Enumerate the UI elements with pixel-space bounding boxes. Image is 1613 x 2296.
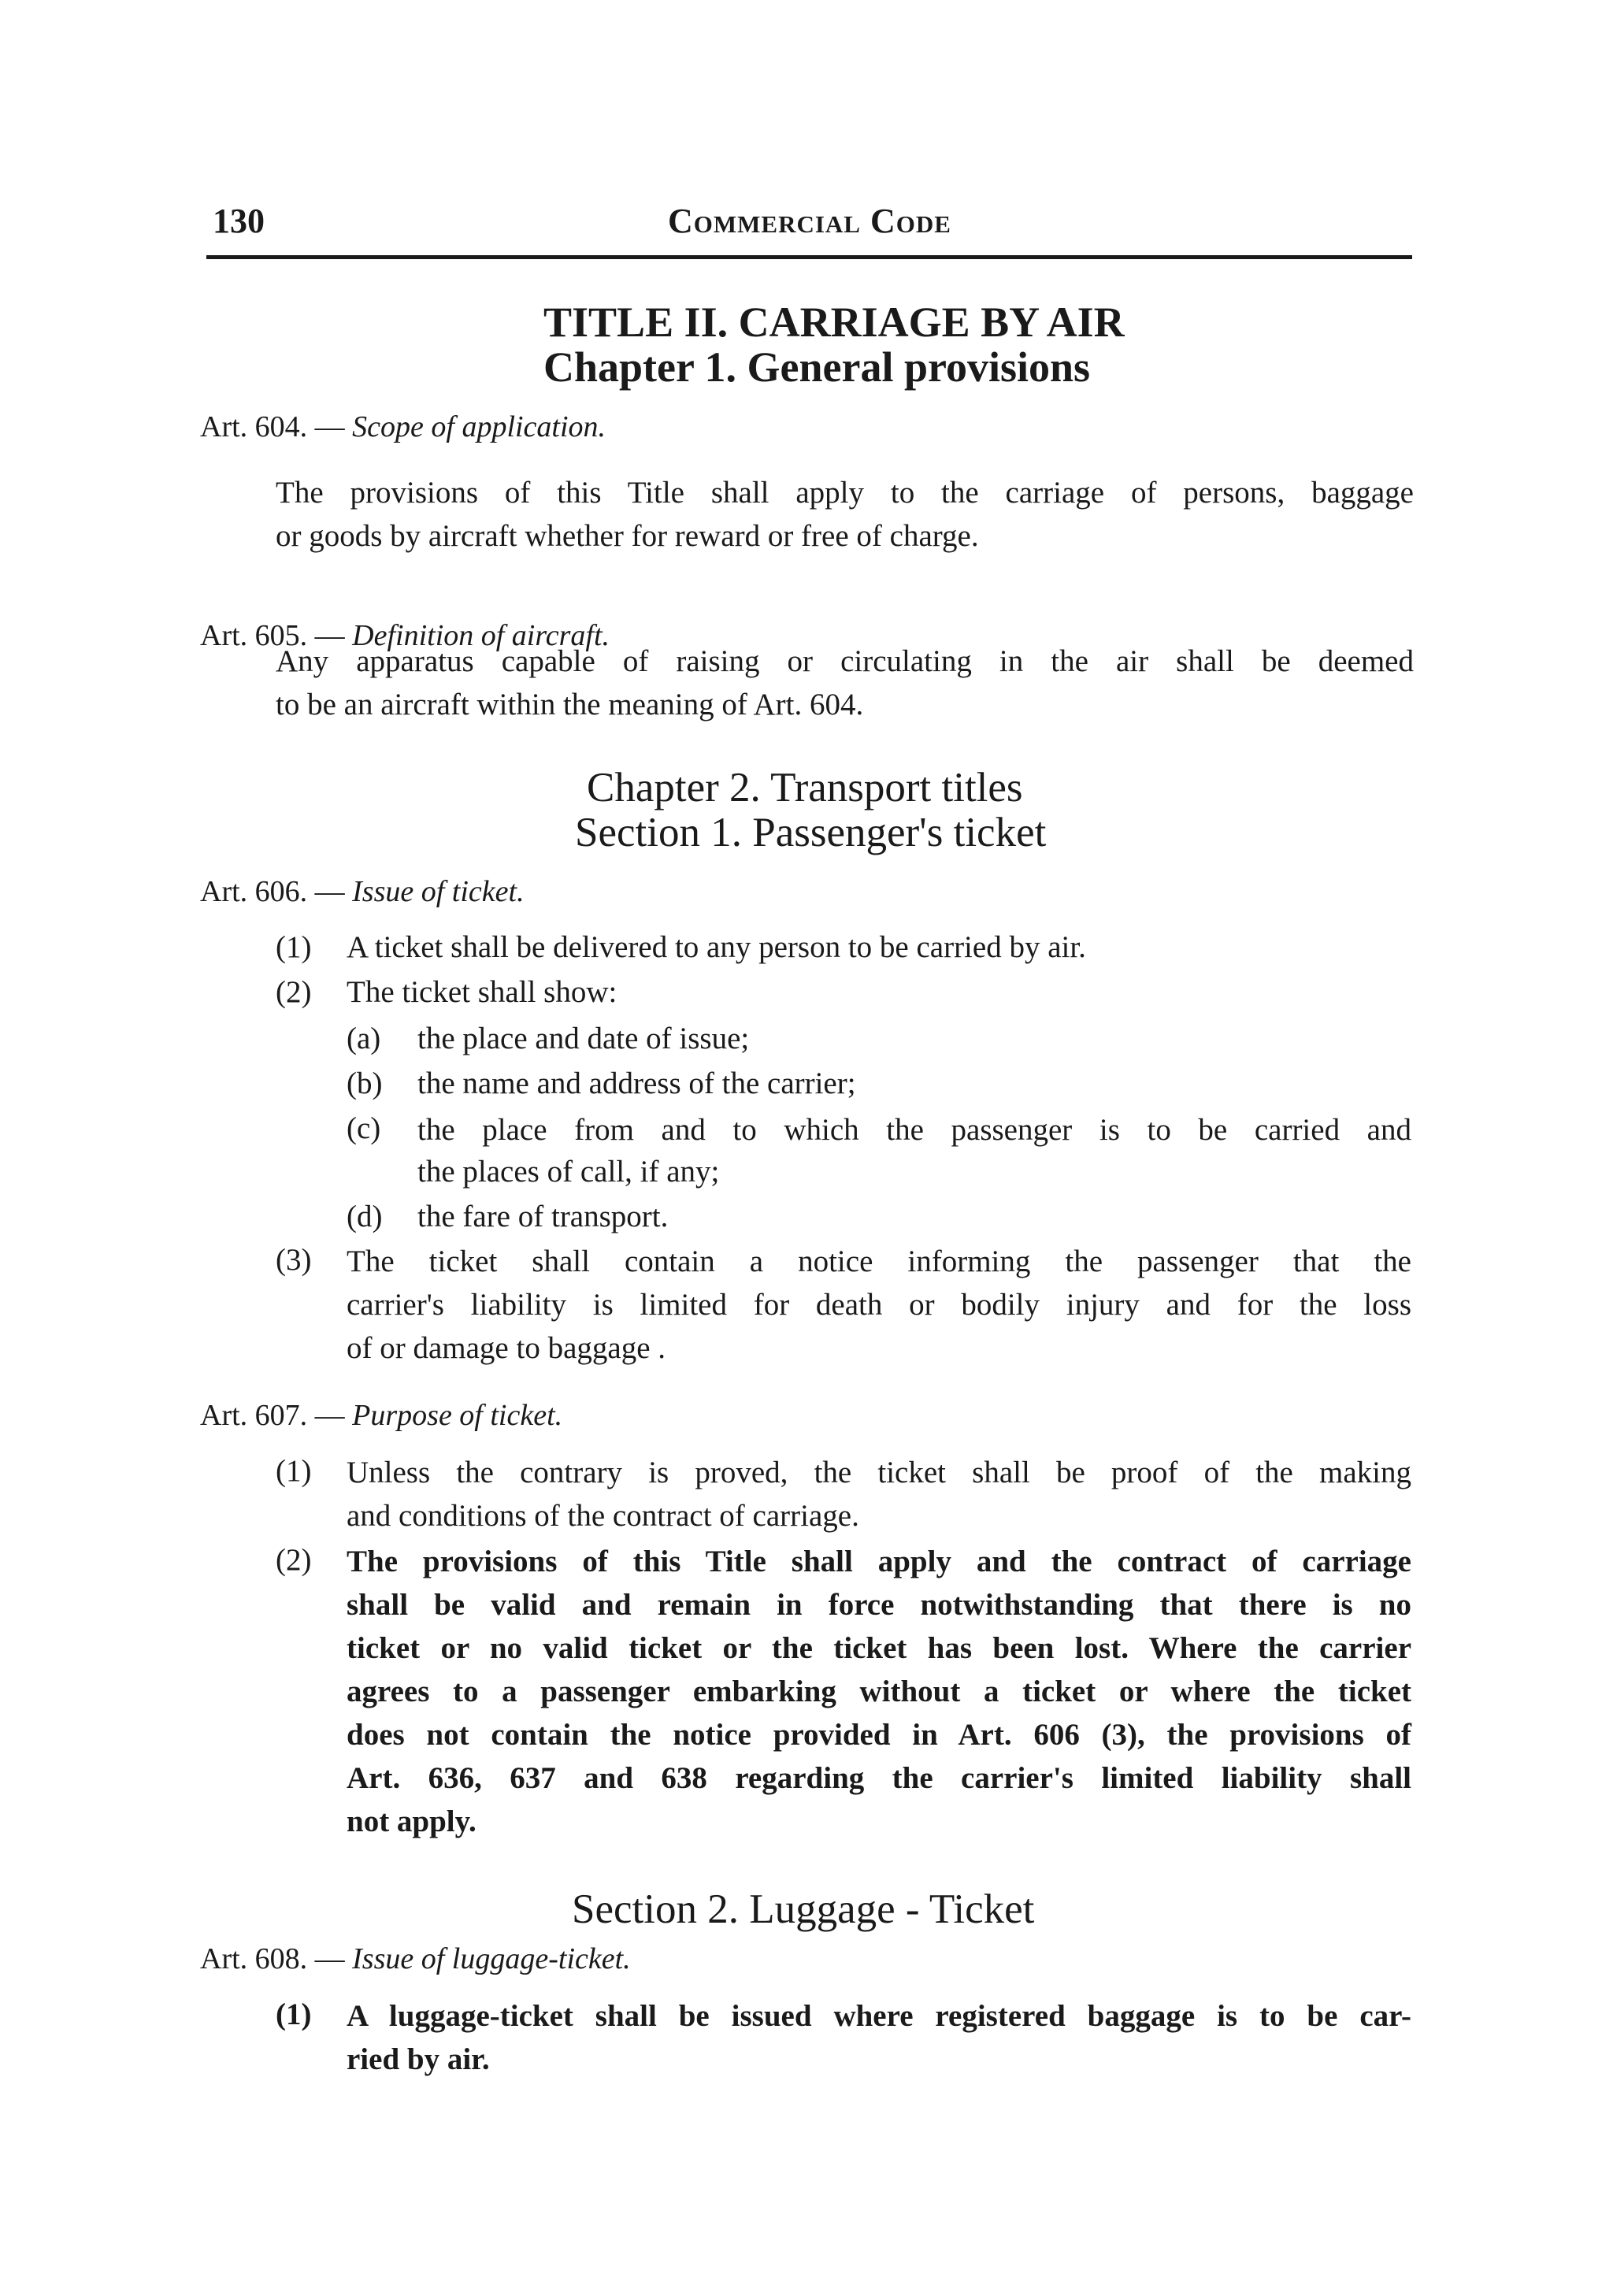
- paragraph-text-line: Unless the contrary is proved, the ticket shall be proof of the making: [347, 1456, 1411, 1489]
- paragraph-label: (2): [276, 1543, 312, 1577]
- section-2-heading: Section 2. Luggage - Ticket: [572, 1886, 1035, 1932]
- article-dash: —: [314, 1399, 345, 1432]
- paragraph-text-line: does not contain the notice provided in Art. 606 (3), the provisions of: [347, 1718, 1411, 1752]
- article-heading: [200, 410, 606, 444]
- subitem-text-line: the fare of transport.: [417, 1200, 669, 1233]
- title-heading: TITLE II. CARRIAGE BY AIR: [543, 299, 1125, 346]
- chapter-2-heading: Chapter 2. Transport titles: [587, 765, 1023, 810]
- paragraph-text-line: The ticket shall contain a notice informing the passenger that the: [347, 1244, 1411, 1278]
- page-number: 130: [213, 202, 265, 240]
- article-text-line: Any apparatus capable of raising or circulating in the air shall be deemed: [276, 644, 1414, 678]
- article-text-line: The provisions of this Title shall apply to the carriage of persons, baggage: [276, 476, 1414, 510]
- subitem-text-line: the name and address of the carrier;: [417, 1066, 856, 1100]
- paragraph-text-line: The ticket shall show:: [347, 975, 617, 1009]
- paragraph-text-line: ried by air.: [347, 2042, 490, 2076]
- article-text-line: to be an aircraft within the meaning of Art. 604.: [276, 688, 864, 721]
- subitem-label: (b): [347, 1066, 383, 1100]
- paragraph-text-line: ticket or no valid ticket or the ticket has been lost. Where the carrier: [347, 1631, 1411, 1665]
- chapter-1-heading: Chapter 1. General provisions: [543, 343, 1091, 391]
- article-title: Issue of luggage-ticket.: [352, 1942, 631, 1975]
- subitem-text-line: the place and date of issue;: [417, 1022, 750, 1055]
- paragraph-text-line: carrier's liability is limited for death or bodily injury and for the loss: [347, 1288, 1411, 1322]
- article-dash: —: [314, 1942, 345, 1975]
- paragraph-label: (1): [276, 930, 312, 964]
- running-title: Commercial Code: [668, 202, 951, 240]
- paragraph-text-line: The provisions of this Title shall apply and the contract of carriage: [347, 1545, 1411, 1578]
- paragraph-label: (1): [276, 1997, 312, 2031]
- paragraph-text-line: shall be valid and remain in force notwithstanding that there is no: [347, 1588, 1411, 1622]
- section-1-heading: Section 1. Passenger's ticket: [575, 810, 1047, 855]
- paragraph-text-line: A ticket shall be delivered to any person to be carried by air.: [347, 930, 1086, 964]
- paragraph-text-line: Art. 636, 637 and 638 regarding the carrier's limited liability shall: [347, 1761, 1411, 1795]
- subitem-label: (c): [347, 1111, 381, 1145]
- paragraph-text-line: and conditions of the contract of carriage.: [347, 1499, 859, 1533]
- article-dash: —: [314, 619, 345, 652]
- article-heading: [200, 874, 525, 909]
- article-title: Definition of aircraft.: [352, 619, 610, 652]
- subitem-text-line: the places of call, if any;: [417, 1155, 720, 1189]
- article-number: Art. 608.: [200, 1942, 308, 1975]
- subitem-label: (d): [347, 1200, 383, 1233]
- paragraph-label: (3): [276, 1243, 312, 1277]
- paragraph-label: (1): [276, 1454, 312, 1488]
- article-number: Art. 604.: [200, 410, 308, 443]
- subitem-label: (a): [347, 1022, 381, 1055]
- article-dash: —: [314, 875, 345, 908]
- article-number: Art. 607.: [200, 1399, 308, 1432]
- paragraph-text-line: A luggage-ticket shall be issued where registered baggage is to be car-: [347, 1999, 1411, 2033]
- article-number: Art. 606.: [200, 875, 308, 908]
- article-text-line: or goods by aircraft whether for reward or free of charge.: [276, 519, 979, 553]
- article-title: Scope of application.: [352, 410, 606, 443]
- article-heading: [200, 1398, 562, 1433]
- header-rule: [206, 255, 1412, 259]
- paragraph-text-line: of or damage to baggage .: [347, 1331, 666, 1365]
- subitem-text-line: the place from and to which the passenger is to be carried and: [417, 1113, 1411, 1147]
- paragraph-text-line: agrees to a passenger embarking without a ticket or where the ticket: [347, 1675, 1411, 1708]
- paragraph-label: (2): [276, 975, 312, 1009]
- article-title: Issue of ticket.: [352, 875, 525, 908]
- paragraph-text-line: not apply.: [347, 1805, 476, 1838]
- article-dash: —: [314, 410, 345, 443]
- article-number: Art. 605.: [200, 619, 308, 652]
- article-heading: [200, 1942, 631, 1976]
- article-title: Purpose of ticket.: [352, 1399, 563, 1432]
